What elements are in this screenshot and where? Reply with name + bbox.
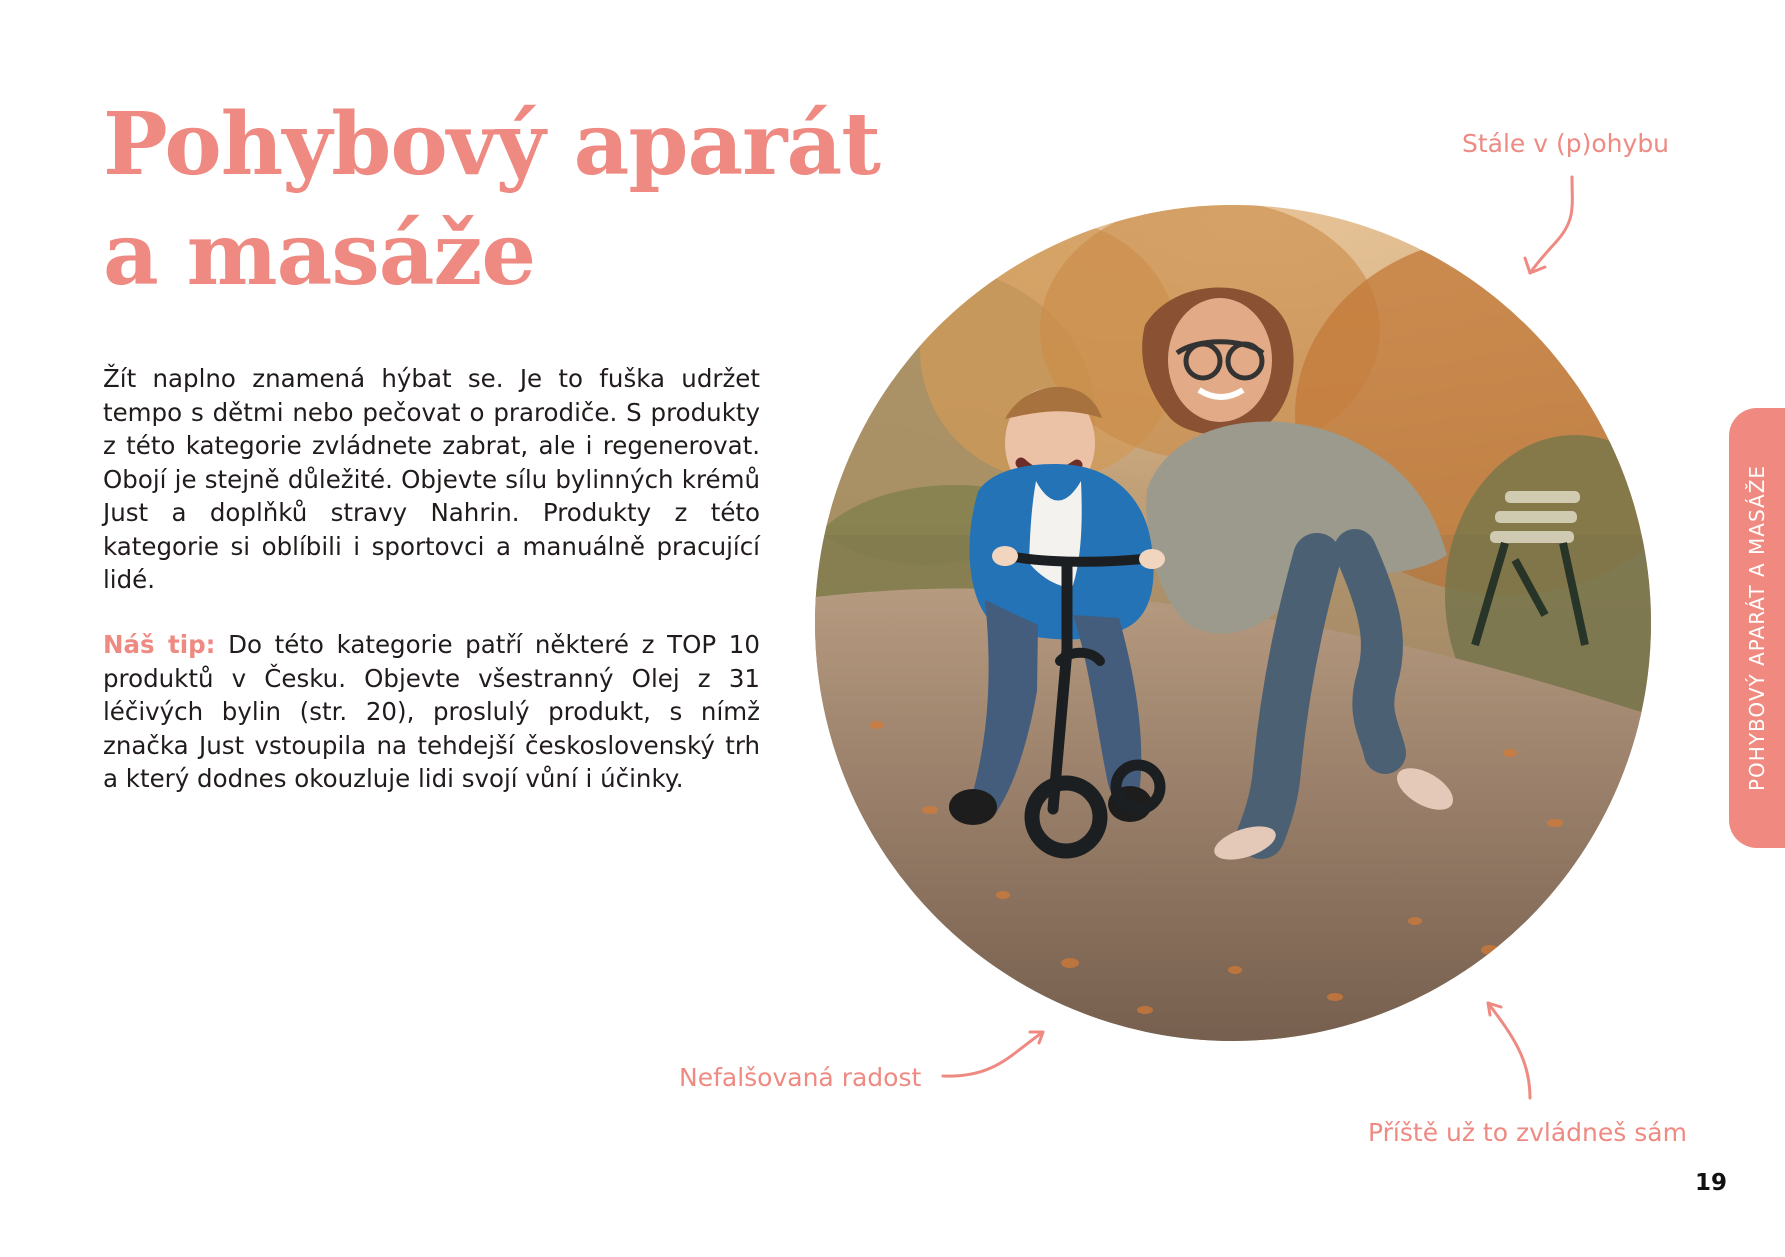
title-line-1: Pohybový aparát xyxy=(103,94,880,195)
section-side-tab xyxy=(1729,408,1785,848)
intro-paragraph: Žít naplno znamená hýbat se. Je to fuška udržet tempo s dětmi nebo pečovat o prarodiče. S produkty z této kategorie zvládnete zabrat, ale i regenerovat. Obojí je stejně důležité. Objevte sílu bylinných krémů Just a doplňků stravy Nahrin. Produkty z této kategorie si oblíbili i sportovci a manuálně pracující lidé. xyxy=(103,364,760,594)
tip-paragraph xyxy=(103,628,760,796)
tip-text: Do této kategorie patří některé z TOP 10 produktů v Česku. Objevte všestranný Olej z 31 léčivých bylin (str. 20), proslulý produkt, s nímž značka Just vstoupila na tehdejší československý trh a který dodnes okouzluje lidi svojí vůní i účinky. xyxy=(103,630,760,793)
caption-top: Stále v (p)ohybu xyxy=(1462,129,1670,158)
tip-label: Náš tip: xyxy=(103,630,216,659)
caption-bottom: Příště už to zvládneš sám xyxy=(1368,1118,1687,1147)
side-tab-label: POHYBOVÝ APARÁT A MASÁŽE xyxy=(1745,464,1769,792)
family-bike-photo xyxy=(815,205,1651,1041)
caption-left: Nefalšovaná radost xyxy=(679,1063,922,1092)
title-line-2: a masáže xyxy=(103,204,536,305)
page-title xyxy=(103,90,883,310)
page-number: 19 xyxy=(1694,1170,1727,1196)
